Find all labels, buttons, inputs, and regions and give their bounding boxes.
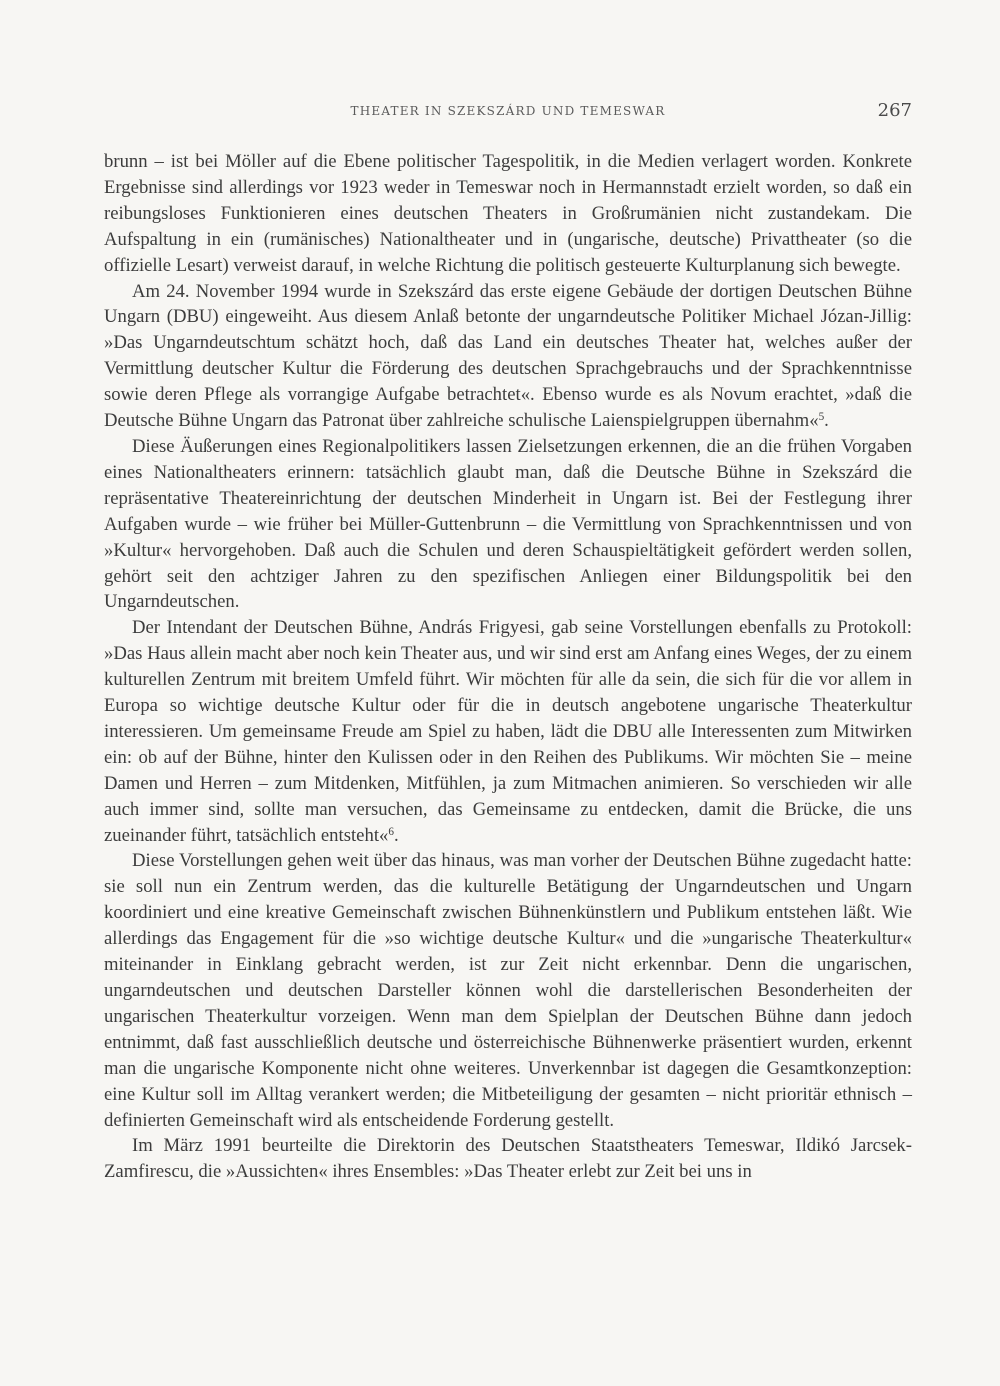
footnote-ref: 6 — [388, 825, 394, 838]
page-header — [104, 100, 912, 126]
paragraph-text: Am 24. November 1994 wurde in Szekszárd das erste eigene Gebäude der dortigen Deutschen Bühne Ungarn (DBU) eingeweiht. Aus diesem Anlaß betonte der ungarndeutsche Politiker Michael Józan-Jillig: »Das Ungarndeutschtum schätzt hoch, daß das Land ein deutsches Theater hat, welches außer der Vermittlung deutscher Kultur die Förderung des deutschen Sprachgebrauchs und der Sprachkenntnisse sowie deren Pflege als vorrangige Aufgabe betrachtet«. Ebenso wurde es als Novum erachtet, »daß die Deutsche Bühne Ungarn das Patronat über zahlreiche schulische Laienspielgruppen übernahm« — [104, 280, 912, 432]
paragraph: Am 24. November 1994 wurde in Szekszárd das erste eigene Gebäude der dortigen Deutschen Bühne Ungarn (DBU) eingeweiht. Aus diesem Anlaß betonte der ungarndeutsche Politiker Michael Józan-Jillig: »Das Ungarndeutschtum schätzt hoch, daß das Land ein deutsches Theater hat, welches außer der Vermittlung deutscher Kultur die Förderung des deutschen Sprachgebrauchs und der Sprachkenntnisse sowie deren Pflege als vorrangige Aufgabe betrachtet«. Ebenso wurde es als Novum erachtet, »daß die Deutsche Bühne Ungarn das Patronat über zahlreiche schulische Laienspielgruppen übernahm«$^5$. — [104, 280, 912, 432]
paragraph-text: Diese Vorstellungen gehen weit über das hinaus, was man vorher der Deutschen Bühne zugedacht hatte: sie soll nun ein Zentrum werden, das die kulturelle Betätigung der Ungarndeutschen und Ungarn koordiniert und eine kreative Gemeinschaft zwischen Bühnenkünstlern und Publikum entstehen läßt. Wie allerdings das Engagement für die »so wichtige deutsche Kultur« und die »ungarische Theaterkultur« miteinander in Einklang gebracht werden, ist zur Zeit nicht erkennbar. Denn die ungarischen, ungarndeutschen und deutschen Darsteller können wohl die darstellerischen Besonderheiten der ungarischen Theaterkultur vorzeigen. Wenn man dem Spielplan der Deutschen Bühne dann jedoch entnimmt, daß fast ausschließlich deutsche und österreichische Bühnenwerke präsentiert wurden, erkennt man die ungarische Komponente nicht ohne weiteres. Unverkennbar ist dagegen die Gesamtkonzeption: eine Kultur soll im Alltag verankert werden; die Mitbeteiligung der gesamten – nicht prioritär ethnisch – definierten Gemeinschaft wird als entscheidende Forderung gestellt. — [104, 850, 912, 1131]
footnote-ref: 5 — [818, 410, 825, 423]
paragraph — [104, 1133, 912, 1185]
body-text — [104, 149, 912, 1185]
paragraph — [104, 434, 912, 615]
paragraph-text: Der Intendant der Deutschen Bühne, András Frigyesi, gab seine Vorstellungen ebenfalls zu Protokoll: »Das Haus allein macht aber noch kein Theater aus, und wir sind erst am Anfang eines Weges, der zu einem kulturellen Zentrum mit breitem Umfeld führt. Wir möchten für alle da sein, die sich für die vor allem in Europa so wichtige deutsche Kultur oder für die in deutsch angebotene ungarische Theaterkultur interessieren. Um gemeinsame Freude am Spiel zu haben, lädt die DBU alle Interessenten zum Mitwirken ein: ob auf der Bühne, hinter den Kulissen oder in den Reihen des Publikums. Wir möchten Sie – meine Damen und Herren – zum Mitdenken, Mitfühlen, ja zum Mitmachen animieren. So verschieden wir alle auch immer sind, sollte man versuchen, das Gemeinsame zu entdecken, damit die Brücke, die uns zueinander führt, tatsächlich entsteht« — [104, 617, 912, 846]
paragraph — [104, 848, 912, 1133]
paragraph-text: Diese Äußerungen eines Regionalpolitikers lassen Zielsetzungen erkennen, die an die frühen Vorgaben eines Nationaltheaters erinnern: tatsächlich glaubt man, daß die Deutsche Bühne in Szekszárd die repräsentative Theatereinrichtung der deutschen Minderheit in Ungarn ist. Bei der Festlegung ihrer Aufgaben wurde – wie früher bei Müller-Guttenbrunn – die Vermittlung von Sprachkenntnissen und von »Kultur« hervorgehoben. Daß auch die Schulen und deren Schauspieltätigkeit gefördert werden sollen, gehört seit den achtziger Jahren zu den spezifischen Anliegen einer Bildungspolitik bei den Ungarndeutschen. — [104, 435, 912, 613]
page-number: 267 — [877, 100, 912, 121]
running-head: THEATER IN SZEKSZÁRD UND TEMESWAR — [350, 104, 666, 118]
paragraph-text: Im März 1991 beurteilte die Direktorin des Deutschen Staatstheaters Temeswar, Ildikó Jarcsek-Zamfirescu, die »Aussichten« ihres Ensembles: »Das Theater erlebt zur Zeit bei uns in — [104, 1135, 912, 1183]
paragraph-text: brunn – ist bei Möller auf die Ebene politischer Tagespolitik, in die Medien verlagert worden. Konkrete Ergebnisse sind allerdings vor 1923 weder in Temeswar noch in Hermannstadt erzielt worden, so daß ein reibungsloses Funktionieren eines deutschen Theaters in Großrumänien nicht zustandekam. Die Aufspaltung in ein (rumänisches) Nationaltheater und in (ungarische, deutsche) Privattheater (so die offizielle Lesart) verweist darauf, in welche Richtung die politisch gesteuerte Kulturplanung sich bewegte. — [104, 151, 912, 276]
paragraph: Der Intendant der Deutschen Bühne, András Frigyesi, gab seine Vorstellungen ebenfalls zu Protokoll: »Das Haus allein macht aber noch kein Theater aus, und wir sind erst am Anfang eines Weges, der zu einem kulturellen Zentrum mit breitem Umfeld führt. Wir möchten für alle da sein, die sich für die vor allem in Europa so wichtige deutsche Kultur oder für die in deutsch angebotene ungarische Theaterkultur interessieren. Um gemeinsame Freude am Spiel zu haben, lädt die DBU alle Interessenten zum Mitwirken ein: ob auf der Bühne, hinter den Kulissen oder in den Reihen des Publikums. Wir möchten Sie – meine Damen und Herren – zum Mitdenken, Mitfühlen, ja zum Mitmachen animieren. So verschieden wir alle auch immer sind, sollte man versuchen, das Gemeinsame zu entdecken, damit die Brücke, die uns zueinander führt, tatsächlich entsteht«$^6$. — [104, 617, 912, 846]
paragraph — [104, 149, 912, 279]
